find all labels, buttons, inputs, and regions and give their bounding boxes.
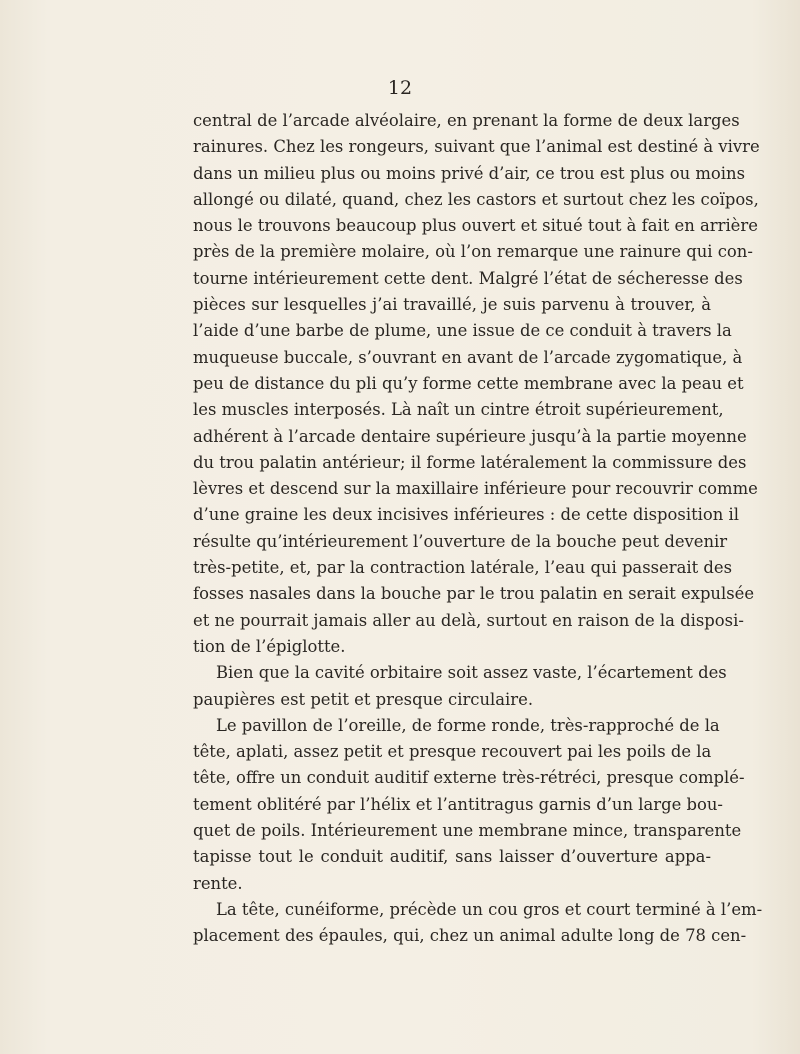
text-line: d’une graine les deux incisives inférieures : de cette disposition il	[193, 505, 740, 525]
text-line: adhérent à l’arcade dentaire supérieure jusqu’à la partie moyenne	[193, 426, 747, 446]
text-line: tion de l’épiglotte.	[193, 636, 346, 656]
text-line: tête, aplati, assez petit et presque recouvert pai les poils de la	[193, 742, 712, 762]
text-line: du trou palatin antérieur; il forme latéralement la commissure des	[193, 452, 747, 472]
text-line: rente.	[193, 873, 243, 893]
text-line: rainures. Chez les rongeurs, suivant que l’animal est destiné à vivre	[193, 137, 760, 157]
text-line: les muscles interposés. Là naît un cintre étroit supérieurement,	[193, 400, 724, 420]
text-line: muqueuse buccale, s’ouvrant en avant de l’arcade zygomatique, à	[193, 347, 743, 367]
text-line: et ne pourrait jamais aller au delà, surtout en raison de la disposi-	[193, 610, 744, 630]
page-number: 12	[387, 77, 413, 99]
text-line: pièces sur lesquelles j’ai travaillé, je suis parvenu à trouver, à	[193, 295, 711, 315]
text-line: paupières est petit et presque circulaire.	[193, 689, 534, 709]
text-line: central de l’arcade alvéolaire, en prenant la forme de deux larges	[193, 111, 740, 130]
body-text	[193, 108, 763, 950]
text-line: peu de distance du pli qu’y forme cette membrane avec la peau et	[193, 373, 744, 393]
text-line: fosses nasales dans la bouche par le trou palatin en serait expulsée	[193, 584, 755, 604]
text-line: tapisse tout le conduit auditif, sans laisser d’ouverture appa-	[193, 847, 711, 867]
text-line: Le pavillon de l’oreille, de forme ronde, très-rapproché de la	[216, 715, 720, 735]
text-line: dans un milieu plus ou moins privé d’air, ce trou est plus ou moins	[193, 163, 746, 183]
text-line: l’aide d’une barbe de plume, une issue de ce conduit à travers la	[193, 321, 732, 341]
text-line: La tête, cunéiforme, précède un cou gros et court terminé à l’em-	[216, 899, 763, 919]
text-line: près de la première molaire, où l’on remarque une rainure qui con-	[193, 242, 753, 262]
text-line: allongé ou dilaté, quand, chez les castors et surtout chez les coïpos,	[193, 189, 759, 209]
text-line: quet de poils. Intérieurement une membrane mince, transparente	[193, 821, 742, 841]
text-line: placement des épaules, qui, chez un animal adulte long de 78 cen-	[193, 926, 747, 946]
text-line: tête, offre un conduit auditif externe très-rétréci, presque complé-	[193, 768, 745, 788]
text-line: tourne intérieurement cette dent. Malgré l’état de sécheresse des	[193, 268, 743, 288]
text-line: résulte qu’intérieurement l’ouverture de la bouche peut devenir	[193, 531, 728, 551]
text-line: tement oblitéré par l’hélix et l’antitragus garnis d’un large bou-	[193, 794, 723, 814]
text-line: nous le trouvons beaucoup plus ouvert et situé tout à fait en arrière	[193, 216, 758, 236]
text-line: très-petite, et, par la contraction latérale, l’eau qui passerait des	[193, 558, 732, 578]
text-line: lèvres et descend sur la maxillaire inférieure pour recouvrir comme	[193, 479, 758, 499]
text-line: Bien que la cavité orbitaire soit assez vaste, l’écartement des	[216, 663, 727, 683]
